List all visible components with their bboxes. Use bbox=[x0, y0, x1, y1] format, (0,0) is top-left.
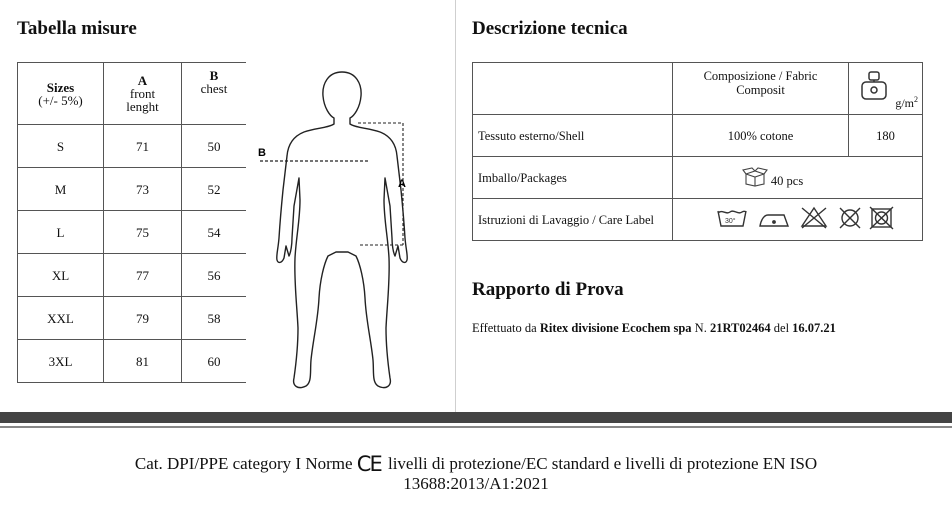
tech-header-row bbox=[473, 63, 923, 115]
header-sizes-note: (+/- 5%) bbox=[38, 92, 83, 108]
table-row bbox=[18, 168, 247, 211]
size-table-header-row bbox=[18, 63, 247, 125]
footer-certification bbox=[80, 454, 872, 494]
tech-title: Descrizione tecnica bbox=[472, 18, 628, 39]
size-table-title: Tabella misure bbox=[17, 18, 137, 39]
footer-text-before: Cat. DPI/PPE category I Norme bbox=[134, 454, 353, 473]
table-row bbox=[473, 157, 923, 199]
wash-temp-label: 30° bbox=[725, 218, 736, 225]
chest-cell: 60 bbox=[182, 340, 247, 383]
header-sizes bbox=[18, 63, 104, 125]
weight-unit-base: g/m bbox=[895, 96, 914, 110]
table-row bbox=[473, 199, 923, 241]
no-bleach-icon bbox=[802, 208, 826, 228]
size-cell: XL bbox=[18, 254, 104, 297]
header-col-a-label-2: lenght bbox=[126, 99, 159, 114]
header-col-b bbox=[182, 63, 247, 125]
front-length-cell: 77 bbox=[104, 254, 182, 297]
weight-unit bbox=[895, 93, 918, 110]
label-b: B bbox=[258, 147, 266, 159]
shell-weight: 180 bbox=[849, 115, 923, 157]
care-icons bbox=[716, 206, 906, 230]
chest-cell: 52 bbox=[182, 168, 247, 211]
size-cell: M bbox=[18, 168, 104, 211]
front-length-cell: 73 bbox=[104, 168, 182, 211]
header-sizes-label: Sizes bbox=[46, 79, 75, 95]
size-table bbox=[17, 62, 246, 383]
chest-cell: 50 bbox=[182, 125, 247, 168]
size-cell: 3XL bbox=[18, 340, 104, 383]
front-length-cell: 71 bbox=[104, 125, 182, 168]
no-tumble-dry-icon bbox=[870, 207, 893, 229]
shell-label: Tessuto esterno/Shell bbox=[473, 115, 673, 157]
table-row bbox=[18, 297, 247, 340]
weight-header bbox=[849, 63, 923, 115]
rapport-prefix: Effettuato da bbox=[472, 321, 537, 335]
composition-header: Composizione / Fabric Composit bbox=[673, 63, 849, 115]
size-cell: XXL bbox=[18, 297, 104, 340]
header-col-a-label-1: front bbox=[129, 86, 156, 101]
rapport-company: Ritex divisione Ecochem spa bbox=[539, 321, 692, 335]
care-label: Istruzioni di Lavaggio / Care Label bbox=[473, 199, 673, 241]
size-cell: S bbox=[18, 125, 104, 168]
footer-band-light bbox=[0, 426, 952, 428]
shell-value: 100% cotone bbox=[673, 115, 849, 157]
table-row bbox=[18, 125, 247, 168]
package-box-icon bbox=[742, 167, 768, 187]
table-row bbox=[18, 211, 247, 254]
column-divider bbox=[455, 0, 456, 412]
table-row bbox=[18, 254, 247, 297]
front-length-cell: 75 bbox=[104, 211, 182, 254]
rapport-number-prefix: N. bbox=[694, 321, 707, 335]
table-row bbox=[18, 340, 247, 383]
header-col-b-label: chest bbox=[200, 81, 228, 96]
footer-text-after: livelli di protezione/EC standard e livelli di protezione EN ISO 13688:2013/A1:2021 bbox=[387, 454, 818, 493]
wash-30-icon bbox=[718, 211, 746, 226]
packages-label: Imballo/Packages bbox=[473, 157, 673, 199]
ce-mark-icon: CE bbox=[356, 452, 381, 476]
body-measurement-figure bbox=[250, 60, 450, 400]
rapport-line bbox=[472, 321, 836, 336]
size-cell: L bbox=[18, 211, 104, 254]
header-col-a-letter: A bbox=[137, 73, 148, 88]
iron-low-icon bbox=[760, 215, 788, 226]
packages-cell bbox=[673, 157, 923, 199]
care-icons-cell bbox=[673, 199, 923, 241]
header-col-b-letter: B bbox=[209, 68, 219, 83]
no-dryclean-icon bbox=[840, 208, 860, 228]
rapport-number: 21RT02464 bbox=[709, 321, 771, 335]
footer-band-dark bbox=[0, 412, 952, 423]
rapport-date-prefix: del bbox=[773, 321, 790, 335]
weight-scale-icon bbox=[859, 69, 889, 101]
chest-cell: 54 bbox=[182, 211, 247, 254]
packages-value: 40 pcs bbox=[770, 174, 804, 188]
rapport-title: Rapporto di Prova bbox=[472, 279, 624, 300]
table-row bbox=[473, 115, 923, 157]
label-a: A bbox=[398, 178, 406, 190]
header-col-a bbox=[104, 63, 182, 125]
weight-unit-exp: 2 bbox=[914, 95, 918, 104]
front-length-cell: 79 bbox=[104, 297, 182, 340]
tech-header-empty bbox=[473, 63, 673, 115]
front-length-cell: 81 bbox=[104, 340, 182, 383]
chest-cell: 56 bbox=[182, 254, 247, 297]
chest-cell: 58 bbox=[182, 297, 247, 340]
tech-table bbox=[472, 62, 923, 241]
human-silhouette-icon bbox=[277, 72, 408, 388]
rapport-date: 16.07.21 bbox=[792, 321, 836, 335]
